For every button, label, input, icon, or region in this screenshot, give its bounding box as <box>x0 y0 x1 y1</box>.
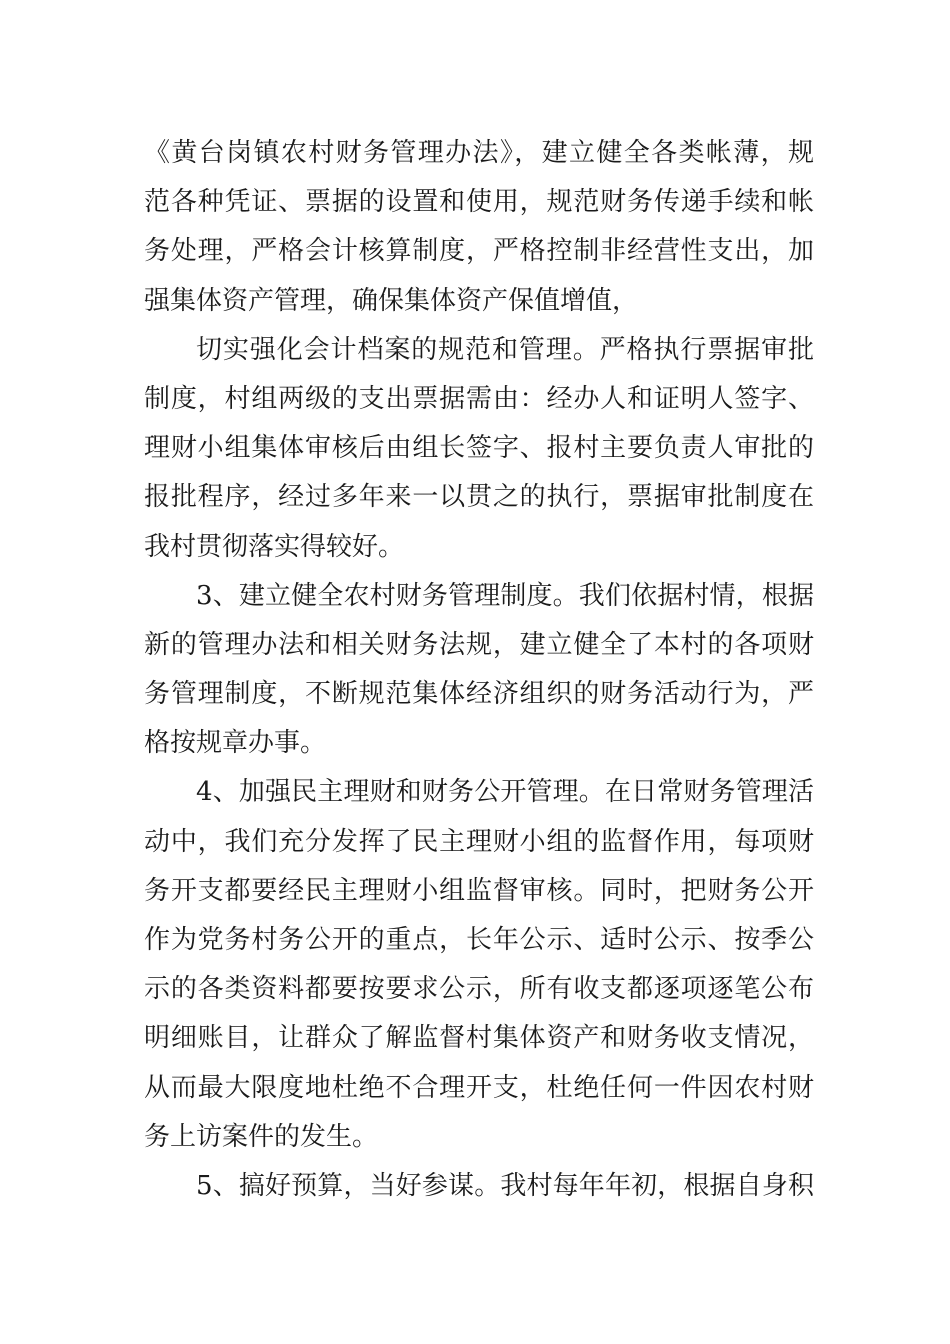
text-line: 新的管理办法和相关财务法规，建立健全了本村的各项财 <box>144 629 814 660</box>
text-line: 明细账目，让群众了解监督村集体资产和财务收支情况， <box>144 1023 814 1054</box>
text-line: 作为党务村务公开的重点，长年公示、适时公示、按季公 <box>144 925 814 955</box>
text-line: 示的各类资料都要按要求公示，所有收支都逐项逐笔公布 <box>144 974 814 1005</box>
paragraph <box>144 768 814 1162</box>
text-line: 务处理，严格会计核算制度，严格控制非经营性支出，加 <box>144 236 814 267</box>
text-line: 务开支都要经民主理财小组监督审核。同时，把财务公开 <box>144 875 814 906</box>
text-line: 务上访案件的发生。 <box>144 1121 379 1152</box>
text-line: 从而最大限度地杜绝不合理开支，杜绝任何一件因农村财 <box>144 1072 814 1103</box>
paragraph <box>144 1162 814 1211</box>
text-line: 格按规章办事。 <box>144 728 327 759</box>
text-line: 报批程序，经过多年来一以贯之的执行，票据审批制度在 <box>144 482 814 513</box>
text-line: 理财小组集体审核后由组长签字、报村主要负责人审批的 <box>144 433 814 464</box>
text-line: 切实强化会计档案的规范和管理。严格执行票据审批 <box>196 334 814 365</box>
text-line: 制度，村组两级的支出票据需由：经办人和证明人签字、 <box>144 383 814 414</box>
text-line: 4、加强民主理财和财务公开管理。在日常财务管理活 <box>196 777 814 808</box>
text-line: 5、搞好预算，当好参谋。我村每年年初，根据自身积 <box>196 1170 814 1201</box>
text-line: 范各种凭证、票据的设置和使用，规范财务传递手续和帐 <box>144 187 814 218</box>
paragraph <box>144 326 814 572</box>
text-line: 强集体资产管理，确保集体资产保值增值， <box>144 285 639 316</box>
text-line: 我村贯彻落实得较好。 <box>144 531 405 562</box>
paragraph <box>144 129 814 326</box>
text-line: 务管理制度，不断规范集体经济组织的财务活动行为，严 <box>144 679 814 710</box>
text-line: 动中，我们充分发挥了民主理财小组的监督作用，每项财 <box>144 826 814 857</box>
text-line: 3、建立健全农村财务管理制度。我们依据村情，根据 <box>196 580 814 611</box>
paragraph <box>144 572 814 769</box>
body-text <box>144 129 814 1211</box>
text-line: 《黄台岗镇农村财务管理办法》，建立健全各类帐薄，规 <box>144 138 814 168</box>
